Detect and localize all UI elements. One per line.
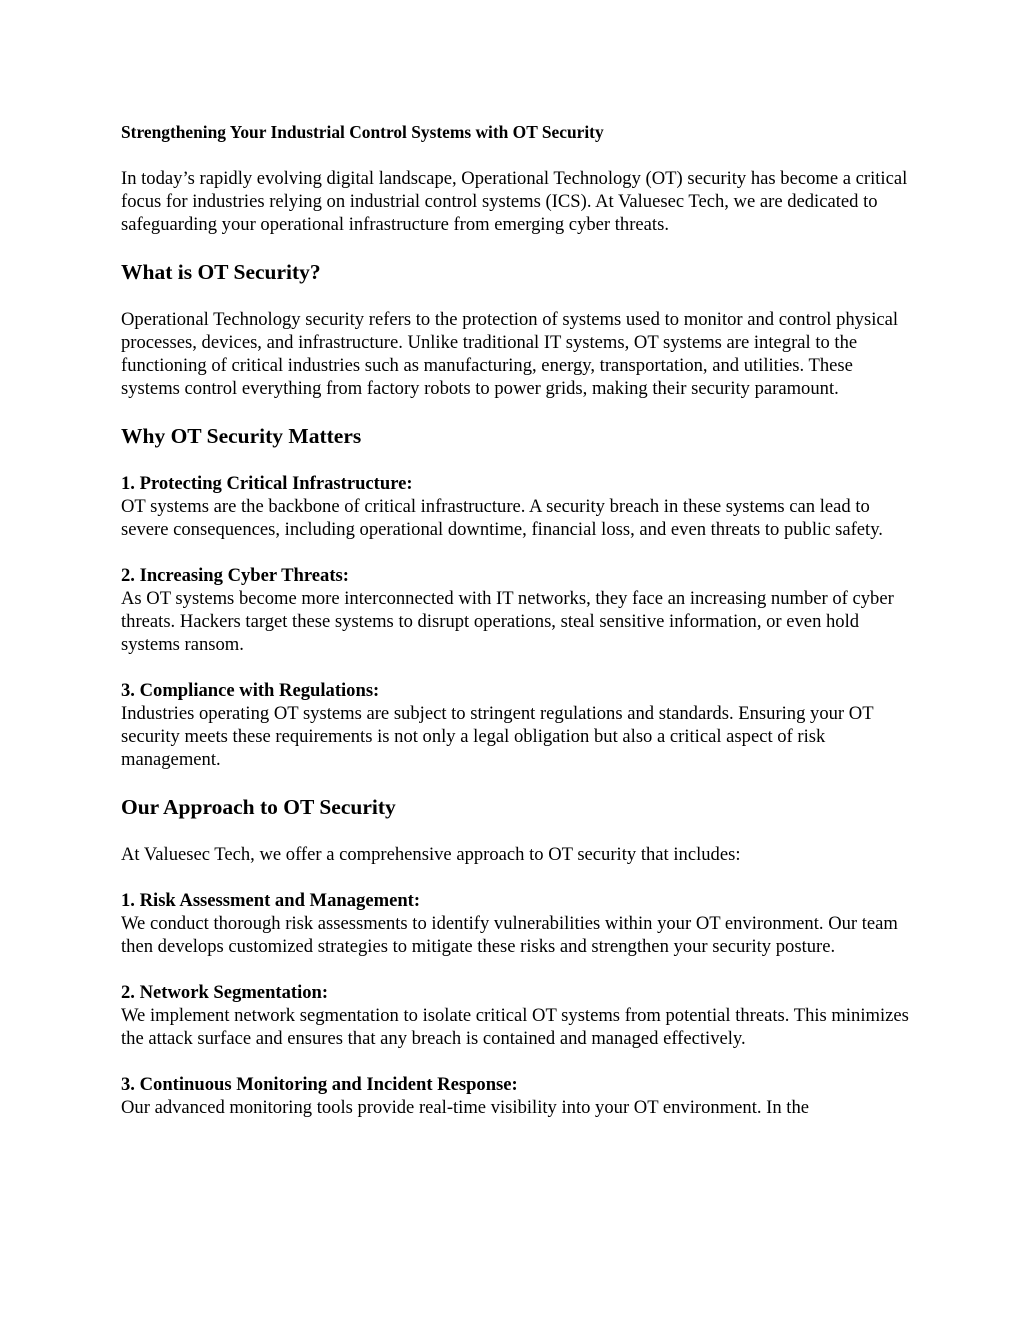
document-page <box>121 121 911 1119</box>
list-item-body: Industries operating OT systems are subject to stringent regulations and standards. Ensuring your OT security meets these requirements is not only a legal obligation but also a critical aspect of risk management. <box>121 703 874 770</box>
list-item-body: OT systems are the backbone of critical infrastructure. A security breach in these systems can lead to severe consequences, including operational downtime, financial loss, and even threats to public safety. <box>121 496 883 540</box>
list-item <box>121 472 911 541</box>
document-title: Strengthening Your Industrial Control Systems with OT Security <box>121 122 604 142</box>
list-item-title: 2. Network Segmentation: <box>121 982 329 1003</box>
list-item-title: 3. Continuous Monitoring and Incident Response: <box>121 1074 518 1095</box>
list-item-body: As OT systems become more interconnected with IT networks, they face an increasing number of cyber threats. Hackers target these systems to disrupt operations, steal sensitive information, or even hold systems ransom. <box>121 588 894 655</box>
list-item-title: 1. Protecting Critical Infrastructure: <box>121 473 413 494</box>
list-item-body: We conduct thorough risk assessments to identify vulnerabilities within your OT environment. Our team then develops customized strategies to mitigate these risks and strengthen your security posture. <box>121 913 898 957</box>
list-item-title: 2. Increasing Cyber Threats: <box>121 565 349 586</box>
intro-paragraph: In today’s rapidly evolving digital landscape, Operational Technology (OT) security has become a critical focus for industries relying on industrial control systems (ICS). At Valuesec Tech, we are dedicated to safeguarding your operational infrastructure from emerging cyber threats. <box>121 168 908 235</box>
section-body-our-approach: At Valuesec Tech, we offer a comprehensive approach to OT security that includes: <box>121 844 741 865</box>
section-body-what-is-ot-security: Operational Technology security refers to the protection of systems used to monitor and control physical processes, devices, and infrastructure. Unlike traditional IT systems, OT systems are integral to the functioning of critical industries such as manufacturing, energy, transportation, and utilities. These systems control everything from factory robots to power grids, making their security paramount. <box>121 309 899 399</box>
section-heading-our-approach: Our Approach to OT Security <box>121 795 396 819</box>
list-item-title: 3. Compliance with Regulations: <box>121 680 380 701</box>
list-item-body: We implement network segmentation to isolate critical OT systems from potential threats. This minimizes the attack surface and ensures that any breach is contained and managed effectively. <box>121 1005 909 1049</box>
list-item <box>121 981 911 1050</box>
list-item <box>121 1073 911 1119</box>
list-item <box>121 564 911 656</box>
list-item-body: Our advanced monitoring tools provide real-time visibility into your OT environment. In the <box>121 1097 810 1118</box>
list-item <box>121 679 911 771</box>
list-item <box>121 889 911 958</box>
section-heading-what-is-ot-security: What is OT Security? <box>121 260 321 284</box>
section-heading-why-ot-security-matters: Why OT Security Matters <box>121 424 362 448</box>
list-item-title: 1. Risk Assessment and Management: <box>121 890 421 911</box>
